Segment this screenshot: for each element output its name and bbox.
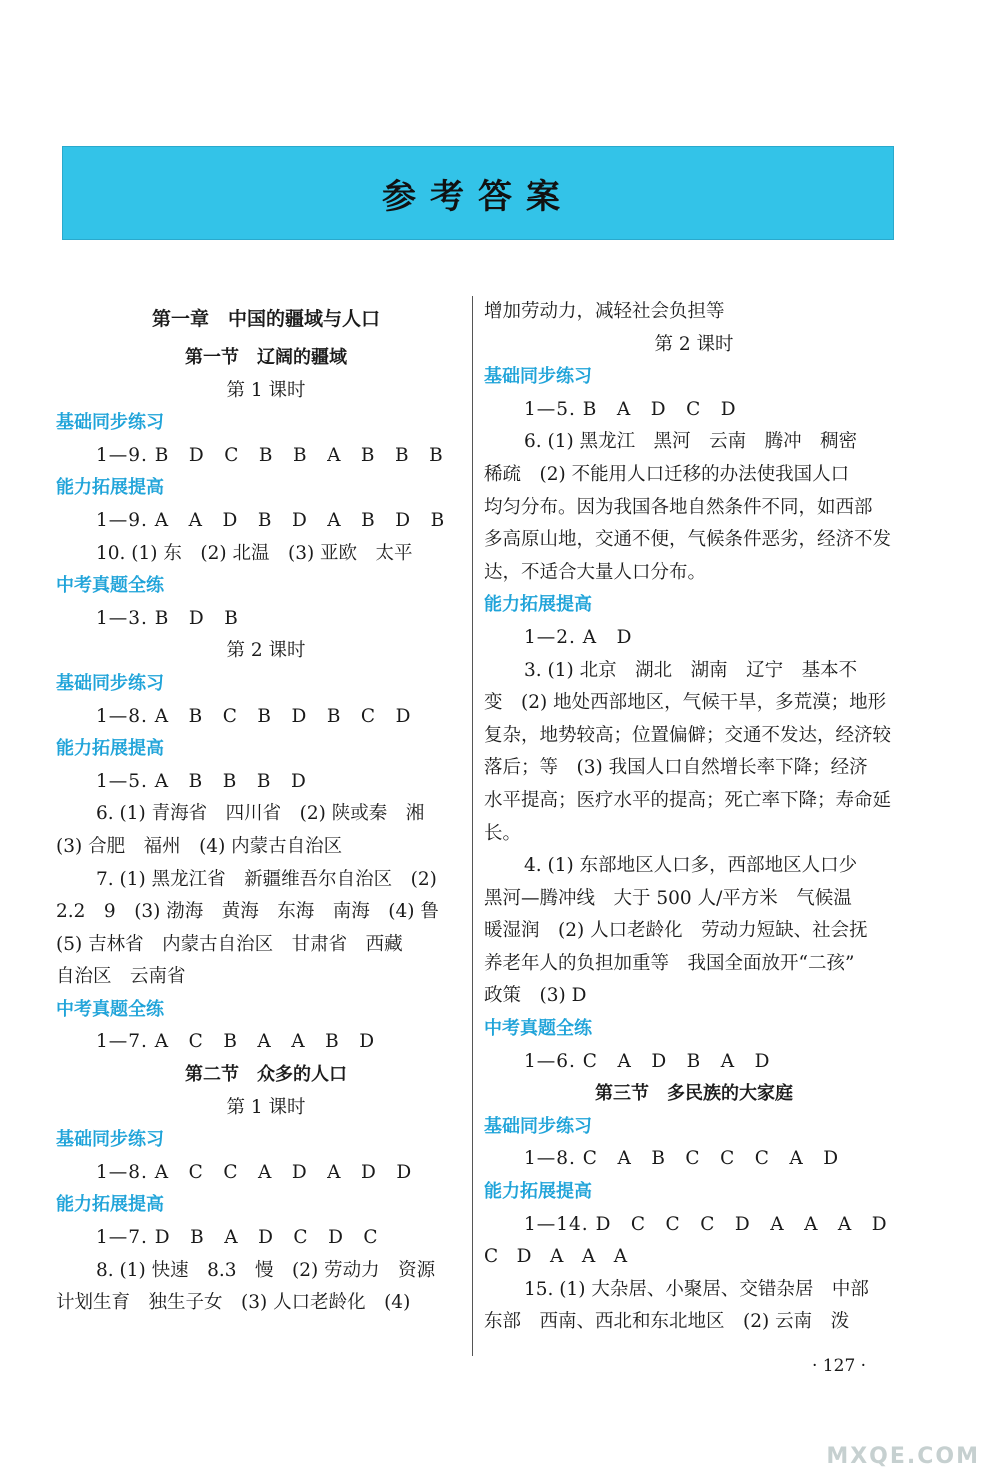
answer-text: 长。 bbox=[484, 822, 522, 844]
question-line: 6. (1) 青海省 四川省 (2) 陕或秦 湘 bbox=[96, 803, 425, 825]
exercise-label: 中考真题全练 bbox=[56, 575, 164, 597]
exercise-label: 能力拓展提高 bbox=[56, 477, 164, 499]
section-heading: 第一节 辽阔的疆域 bbox=[185, 347, 347, 368]
exercise-label: 基础同步练习 bbox=[56, 1129, 164, 1151]
answer-text: 达，不适合大量人口分布。 bbox=[484, 561, 707, 583]
answer-text: C D A A A bbox=[484, 1246, 628, 1268]
answer-line: 1—8. A B C B D B C D bbox=[96, 705, 412, 727]
answer-line: 1—5. A B B B D bbox=[96, 770, 307, 792]
question-line: 10. (1) 东 (2) 北温 (3) 亚欧 太平 bbox=[96, 542, 413, 564]
exercise-label: 能力拓展提高 bbox=[56, 738, 164, 760]
lesson-heading: 第 2 课时 bbox=[654, 333, 734, 355]
page-number: · 127 · bbox=[812, 1356, 867, 1376]
answer-line: 1—14. D C C C D A A A D bbox=[524, 1213, 888, 1235]
watermark-text: MXQE.COM bbox=[826, 1444, 980, 1469]
exercise-label: 基础同步练习 bbox=[56, 412, 164, 434]
right-column bbox=[484, 296, 904, 1339]
left-column bbox=[56, 296, 476, 1320]
column-divider bbox=[472, 296, 473, 1356]
question-line: 15. (1) 大杂居、小聚居、交错杂居 中部 bbox=[524, 1278, 869, 1300]
answer-text: 自治区 云南省 bbox=[56, 966, 186, 988]
answer-text: 养老年人的负担加重等 我国全面放开“二孩” bbox=[484, 952, 855, 974]
chapter-heading: 第一章 中国的疆域与人口 bbox=[151, 308, 380, 330]
answer-text: 落后；等 (3) 我国人口自然增长率下降；经济 bbox=[484, 757, 868, 779]
answer-line: 1—8. A C C A D A D D bbox=[96, 1161, 413, 1183]
answer-line: 1—5. B A D C D bbox=[524, 398, 737, 420]
answer-text: 2.2 9 (3) 渤海 黄海 东海 南海 (4) 鲁 bbox=[56, 901, 439, 923]
answer-text: 水平提高；医疗水平的提高；死亡率下降；寿命延 bbox=[484, 789, 892, 811]
exercise-label: 能力拓展提高 bbox=[56, 1194, 164, 1216]
exercise-label: 能力拓展提高 bbox=[484, 594, 592, 616]
answer-text: (3) 合肥 福州 (4) 内蒙古自治区 bbox=[56, 835, 343, 857]
question-line: 6. (1) 黑龙江 黑河 云南 腾冲 稠密 bbox=[524, 431, 858, 453]
answer-line: 1—9. B D C B B A B B B bbox=[96, 444, 444, 466]
exercise-label: 中考真题全练 bbox=[484, 1018, 592, 1040]
answer-text: 稀疏 (2) 不能用人口迁移的办法使我国人口 bbox=[484, 463, 850, 485]
exercise-label: 能力拓展提高 bbox=[484, 1181, 592, 1203]
answer-text: (5) 吉林省 内蒙古自治区 甘肃省 西藏 bbox=[56, 933, 403, 955]
page-title: 参考答案 bbox=[382, 176, 574, 217]
lesson-heading: 第 1 课时 bbox=[226, 379, 306, 401]
exercise-label: 基础同步练习 bbox=[56, 672, 164, 694]
answer-text: 计划生育 独生子女 (3) 人口老龄化 (4) bbox=[56, 1292, 411, 1314]
answer-key-banner bbox=[62, 146, 894, 240]
answer-text: 均匀分布。因为我国各地自然条件不同，如西部 bbox=[484, 496, 873, 518]
answer-text: 政策 (3) D bbox=[484, 985, 587, 1007]
question-line: 8. (1) 快速 8.3 慢 (2) 劳动力 资源 bbox=[96, 1259, 436, 1281]
section-heading: 第二节 众多的人口 bbox=[185, 1064, 347, 1086]
exercise-label: 中考真题全练 bbox=[56, 998, 164, 1020]
answer-line: 1—7. A C B A A B D bbox=[96, 1031, 376, 1053]
watermark-logo bbox=[792, 1397, 992, 1475]
answer-line: 1—2. A D bbox=[524, 626, 633, 648]
question-line: 4. (1) 东部地区人口多，西部地区人口少 bbox=[524, 855, 858, 877]
answer-text: 东部 西南、西北和东北地区 (2) 云南 泼 bbox=[484, 1311, 850, 1333]
answer-line: 1—6. C A D B A D bbox=[524, 1050, 771, 1072]
answer-line: 1—7. D B A D C D C bbox=[96, 1227, 379, 1249]
answer-text: 多高原山地，交通不便，气候条件恶劣，经济不发 bbox=[484, 529, 892, 551]
lesson-heading: 第 1 课时 bbox=[226, 1096, 306, 1118]
answer-text: 复杂，地势较高；位置偏僻；交通不发达，经济较 bbox=[484, 724, 892, 746]
exercise-label: 基础同步练习 bbox=[484, 1115, 592, 1137]
answer-text: 增加劳动力，减轻社会负担等 bbox=[484, 301, 725, 322]
answer-text: 黑河—腾冲线 大于 500 人/平方米 气候温 bbox=[484, 887, 852, 909]
answer-line: 1—8. C A B C C C A D bbox=[524, 1148, 840, 1170]
exercise-label: 基础同步练习 bbox=[484, 366, 592, 388]
section-heading: 第三节 多民族的大家庭 bbox=[595, 1083, 793, 1105]
answer-text: 变 (2) 地处西部地区，气候干旱，多荒漠；地形 bbox=[484, 692, 887, 714]
answer-line: 1—3. B D B bbox=[96, 607, 239, 629]
answer-text: 暖湿润 (2) 人口老龄化 劳动力短缺、社会抚 bbox=[484, 920, 868, 942]
question-line: 3. (1) 北京 湖北 湖南 辽宁 基本不 bbox=[524, 659, 858, 681]
answer-line: 1—9. A A D B D A B D B bbox=[96, 509, 446, 531]
lesson-heading: 第 2 课时 bbox=[226, 640, 306, 662]
question-line: 7. (1) 黑龙江省 新疆维吾尔自治区 (2) bbox=[96, 868, 437, 890]
